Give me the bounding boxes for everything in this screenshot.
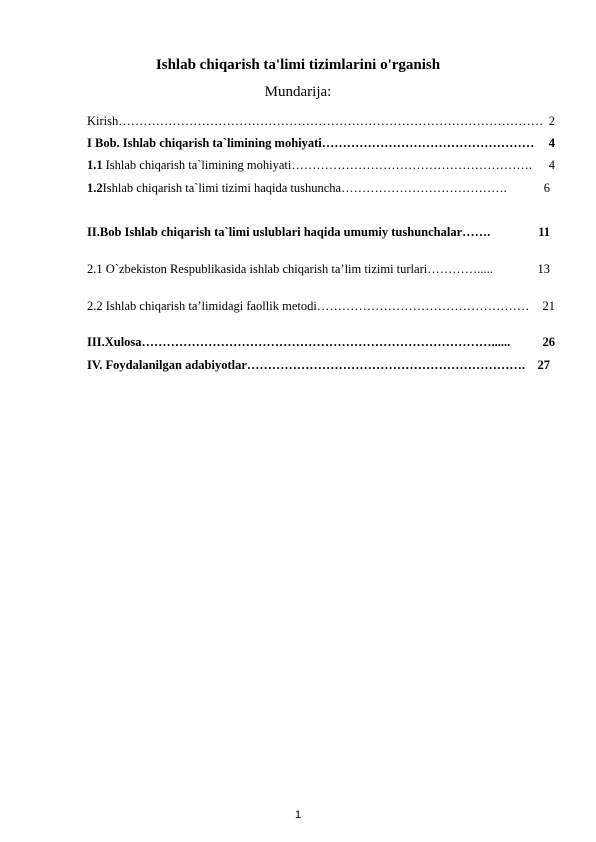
toc-heading: Mundarija:	[264, 84, 332, 100]
toc-entry-label: IV. Foydalanilgan adabiyotlar	[87, 358, 247, 372]
toc-entry-page: 4	[548, 136, 555, 150]
toc-entry-label: Ishlab chiqarish ta`limining mohiyati	[105, 158, 292, 172]
toc-entry-page: 6	[543, 181, 550, 195]
toc-entry-label: 2.2 Ishlab chiqarish ta’limidagi faollik metodi	[87, 299, 317, 313]
toc-entry-label: II.Bob Ishlab chiqarish ta`limi uslublari haqida umumiy tushunchalar	[87, 225, 463, 239]
toc-entry-page: 11	[538, 225, 550, 239]
toc-leader-dots: …………………………………………………………………………………………	[118, 114, 544, 128]
page-number: 1	[294, 809, 302, 821]
document-title: Ishlab chiqarish ta'limi tizimlarini o'rganish	[155, 57, 441, 73]
toc-entry-page: 26	[542, 335, 555, 349]
toc-entry-page: 4	[548, 158, 555, 172]
toc-entry-label: Kirish	[87, 114, 119, 128]
toc-entry-page: 21	[542, 299, 555, 313]
toc-leader-dots: ……………………………………………	[316, 299, 530, 313]
toc-entry-2-1[interactable]	[87, 262, 550, 277]
toc-entry-label: I Bob. Ishlab chiqarish ta`limining mohiyati	[87, 136, 322, 150]
toc-entry-page: 27	[537, 358, 550, 372]
toc-leader-dots: ……………………………………………	[321, 136, 535, 150]
toc-entry-2-2[interactable]	[87, 299, 555, 314]
toc-leader-dots: ………………………………………………….	[291, 158, 532, 172]
toc-entry-conclusion[interactable]	[87, 335, 555, 350]
toc-entry-page: 2	[548, 114, 555, 128]
toc-entry-label: Ishlab chiqarish ta`limi tizimi haqida tushuncha	[102, 181, 342, 195]
toc-entry-label: 2.1 O`zbekiston Respublikasida ishlab chiqarish ta’lim tizimi turlari	[87, 262, 428, 276]
toc-entry-references[interactable]	[87, 358, 550, 373]
toc-entry-number: 1.2	[87, 181, 103, 195]
toc-entry-1-1[interactable]	[87, 158, 555, 173]
toc-leader-dots: …………………………………………………………………………......	[141, 335, 511, 349]
toc-entry-chapter-1[interactable]	[87, 136, 555, 151]
toc-entry-kirish[interactable]	[87, 114, 555, 129]
toc-leader-dots: ………………………………………………………….	[246, 358, 526, 372]
toc-entry-chapter-2[interactable]	[87, 225, 550, 240]
toc-entry-number: 1.1	[87, 158, 103, 172]
toc-leader-dots: ………….....	[427, 262, 493, 276]
toc-entry-label: III.Xulosa	[87, 335, 142, 349]
toc-entry-1-2[interactable]	[87, 181, 550, 196]
toc-leader-dots: ………………………………….	[341, 181, 507, 195]
toc-leader-dots: …….	[462, 225, 491, 239]
toc-entry-page: 13	[537, 262, 550, 276]
